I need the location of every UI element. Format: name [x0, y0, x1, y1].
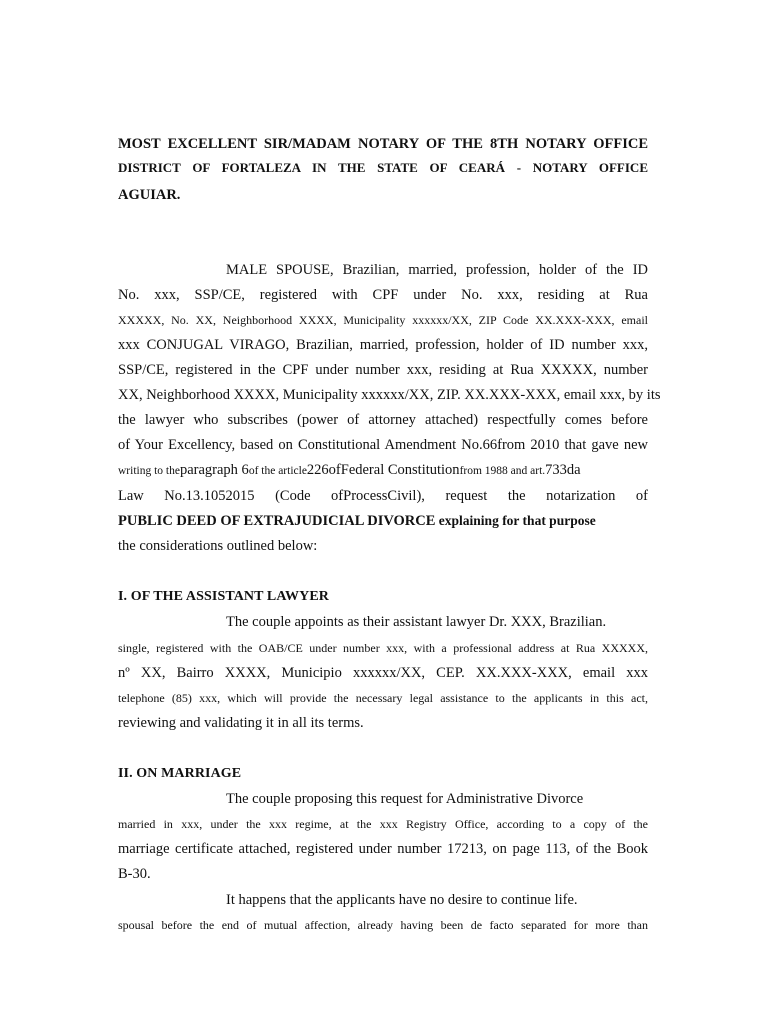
- title-line-2: DISTRICT OF FORTALEZA IN THE STATE OF CEARÁ - NOTARY OFFICE: [118, 160, 648, 175]
- section-1-line-2: single, registered with the OAB/CE under number xxx, with a professional address at Rua XXXXX,: [118, 641, 648, 655]
- section-2-line-6: spousal before the end of mutual affection, already having been de facto separated for more than: [118, 918, 648, 932]
- title-line-1: MOST EXCELLENT SIR/MADAM NOTARY OF THE 8TH NOTARY OFFICE: [118, 136, 648, 152]
- section-2-line-1: The couple proposing this request for Administrative Divorce: [226, 791, 584, 807]
- title-line-3: AGUIAR.: [118, 187, 181, 203]
- intro-line-1: MALE SPOUSE, Brazilian, married, profession, holder of the ID: [226, 262, 648, 278]
- intro-line-9-part-d: 226ofFederal Constitution: [306, 462, 460, 478]
- intro-line-5: SSP/CE, registered in the CPF under number xxx, residing at Rua XXXXX, number: [118, 362, 648, 378]
- section-2-line-2: married in xxx, under the xxx regime, at the xxx Registry Office, according to a copy of the: [118, 817, 648, 831]
- section-1-line-4: telephone (85) xxx, which will provide the necessary legal assistance to the applicants in this act,: [118, 691, 648, 705]
- intro-line-7: the lawyer who subscribes (power of attorney attached) respectfully comes before: [118, 412, 648, 428]
- intro-line-9-part-a: writing to the: [118, 465, 180, 477]
- intro-line-9-part-e: from 1988 and art.: [459, 465, 546, 477]
- intro-line-11: [118, 512, 648, 530]
- intro-line-11-rest: explaining for that purpose: [435, 513, 596, 528]
- intro-line-10: Law No.13.1052015 (Code ofProcessCivil), request the notarization of: [118, 488, 648, 504]
- section-1-line-3: nº XX, Bairro XXXX, Municipio xxxxxx/XX, CEP. XX.XXX-XXX, email xxx: [118, 665, 648, 681]
- section-2-line-5: It happens that the applicants have no desire to continue life.: [226, 892, 578, 908]
- section-1-line-1: The couple appoints as their assistant lawyer Dr. XXX, Brazilian.: [226, 614, 607, 630]
- intro-line-3: XXXXX, No. XX, Neighborhood XXXX, Municipality xxxxxx/XX, ZIP Code XX.XXX-XXX, email: [118, 313, 648, 327]
- deed-title: PUBLIC DEED OF EXTRAJUDICIAL DIVORCE: [118, 513, 436, 529]
- intro-line-9-part-c: of the article: [248, 465, 307, 477]
- intro-line-9-part-f: 733da: [545, 462, 581, 478]
- section-2-line-4: B-30.: [118, 866, 151, 882]
- intro-line-9-part-b: paragraph 6: [179, 462, 249, 478]
- intro-line-9: [118, 461, 648, 480]
- section-1-line-5: reviewing and validating it in all its terms.: [118, 715, 364, 731]
- intro-line-4: xxx CONJUGAL VIRAGO, Brazilian, married, profession, holder of ID number xxx,: [118, 337, 648, 353]
- intro-line-6: XX, Neighborhood XXXX, Municipality xxxxxx/XX, ZIP. XX.XXX-XXX, email xxx, by its: [118, 387, 661, 403]
- intro-line-8: of Your Excellency, based on Constitutional Amendment No.66from 2010 that gave new: [118, 437, 648, 453]
- intro-line-2: No. xxx, SSP/CE, registered with CPF under No. xxx, residing at Rua: [118, 287, 648, 303]
- section-2-line-3: marriage certificate attached, registered under number 17213, on page 113, of the Book: [118, 841, 648, 857]
- intro-line-12: the considerations outlined below:: [118, 538, 318, 554]
- section-2-heading: II. ON MARRIAGE: [118, 766, 242, 781]
- section-1-heading: I. OF THE ASSISTANT LAWYER: [118, 589, 329, 604]
